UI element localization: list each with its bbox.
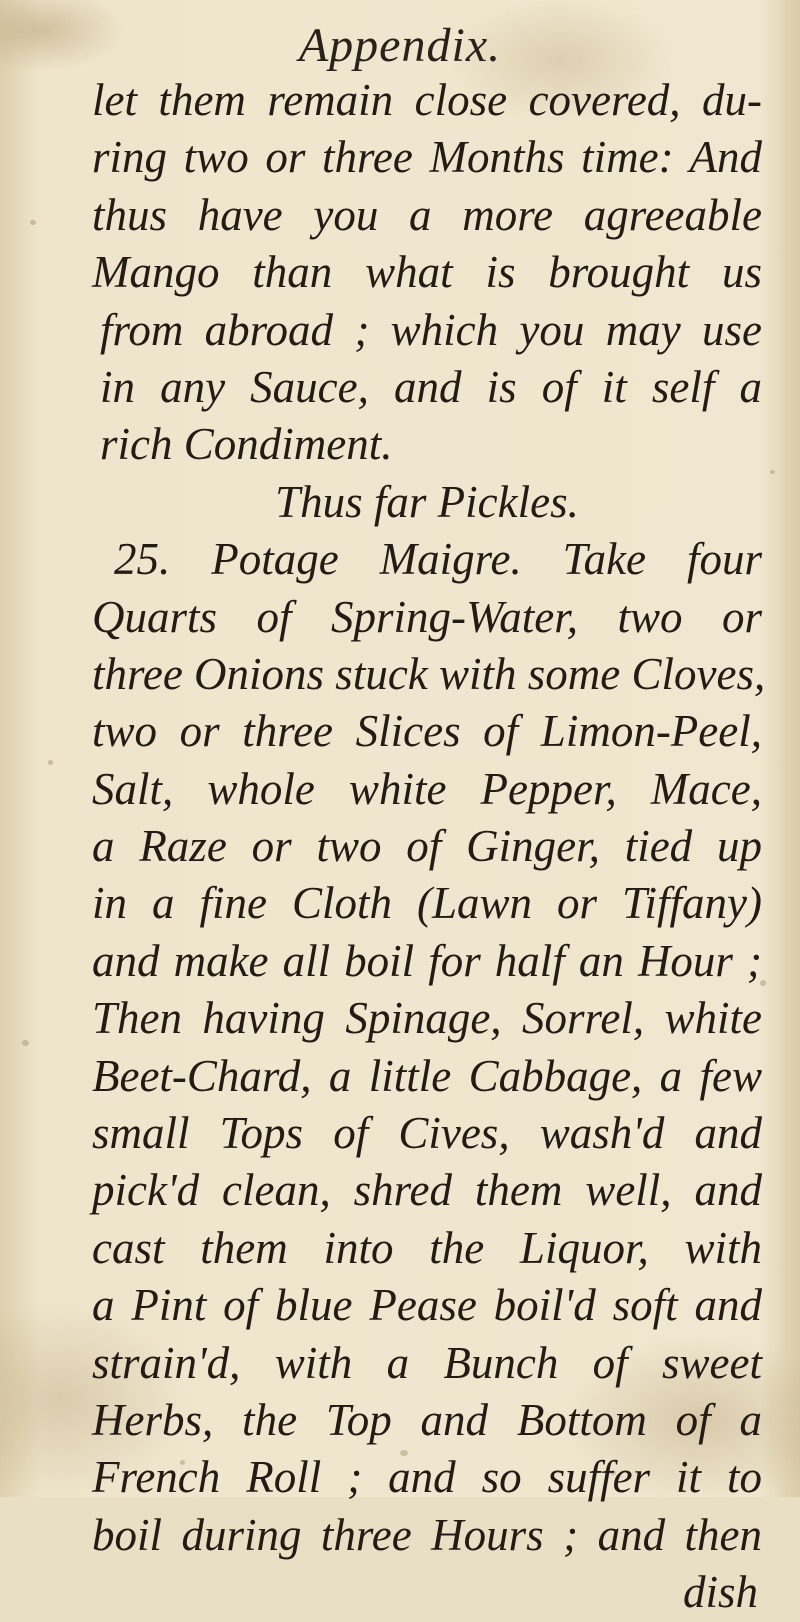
- text-line: Salt, whole white Pepper, Mace,: [92, 763, 762, 814]
- text-line: ring two or three Months time: And: [92, 132, 762, 183]
- text-line: and make all boil for half an Hour ;: [92, 935, 762, 986]
- text-line: two or three Slices of Limon-Peel,: [92, 706, 762, 757]
- text-line: boil during three Hours ; and then: [92, 1509, 762, 1560]
- paper-stain: [48, 760, 53, 765]
- catchword: dish: [682, 1567, 758, 1618]
- text-line: Quarts of Spring-Water, two or: [92, 591, 762, 642]
- recipe-heading-line: 25. Potage Maigre. Take four: [114, 534, 762, 585]
- text-line: French Roll ; and so suffer it to: [92, 1452, 762, 1503]
- text-line: in a fine Cloth (Lawn or Tiffany): [92, 878, 762, 929]
- text-line: from abroad ; which you may use: [100, 304, 762, 355]
- text-line: a Pint of blue Pease boil'd soft and: [92, 1280, 762, 1331]
- text-line: Then having Spinage, Sorrel, white: [92, 993, 762, 1044]
- text-line: rich Condiment.: [100, 419, 393, 470]
- text-line: Mango than what is brought us: [92, 247, 762, 298]
- body-text: [92, 72, 766, 1622]
- text-line: pick'd clean, shred them well, and: [92, 1165, 762, 1216]
- text-line: Herbs, the Top and Bottom of a: [92, 1394, 762, 1445]
- text-line: in any Sauce, and is of it self a: [100, 361, 762, 412]
- paper-stain: [22, 1040, 29, 1046]
- running-header: Appendix.: [298, 19, 502, 72]
- text-line: Beet-Chard, a little Cabbage, a few: [92, 1050, 762, 1101]
- paper-stain: [30, 220, 36, 225]
- text-line: a Raze or two of Ginger, tied up: [92, 821, 762, 872]
- text-line: cast them into the Liquor, with: [92, 1222, 762, 1273]
- text-line: let them remain close covered, du-: [92, 75, 762, 125]
- text-line: three Onions stuck with some Cloves,: [92, 648, 766, 699]
- text-line: small Tops of Cives, wash'd and: [92, 1108, 762, 1159]
- text-line: thus have you a more agreeable: [92, 189, 762, 240]
- section-caption: Thus far Pickles.: [275, 476, 579, 527]
- text-line: strain'd, with a Bunch of sweet: [92, 1337, 762, 1388]
- paper-stain: [770, 470, 775, 474]
